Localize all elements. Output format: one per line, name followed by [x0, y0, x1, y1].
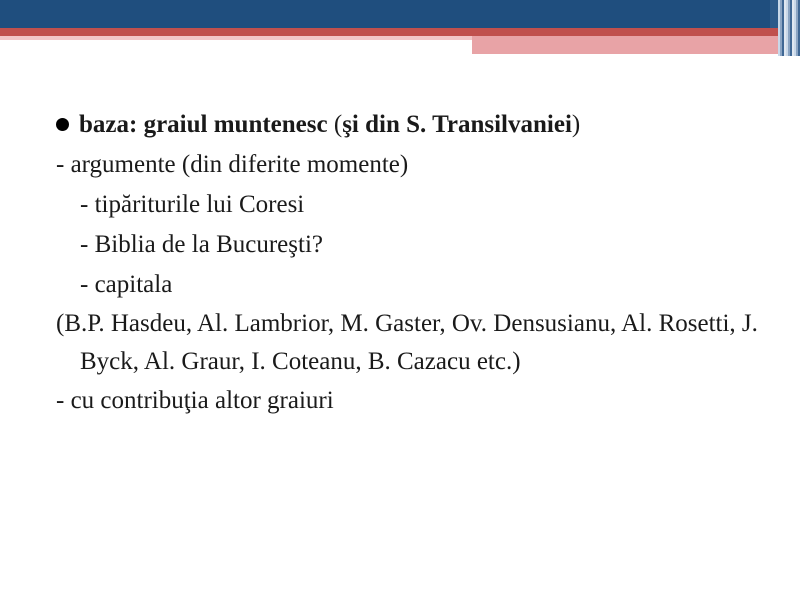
argument-item-biblia: - Biblia de la Bucureşti?: [80, 231, 323, 258]
slide-body: [56, 105, 766, 421]
top-band-edge: [770, 0, 778, 28]
right-decorative-stripes: [778, 0, 800, 56]
argument-item-capitala: - capitala: [80, 271, 173, 298]
contribution-line: - cu contribuţia altor graiuri: [56, 387, 334, 414]
authors-paragraph: (B.P. Hasdeu, Al. Lambrior, M. Gaster, Ov. Densusianu, Al. Rosetti, J. Byck, Al. Graur, I. Coteanu, B. Cazacu etc.): [56, 310, 758, 375]
bullet-dot-icon: [56, 118, 69, 131]
bullet-paren-close: ): [571, 111, 581, 138]
red-accent-line: [0, 28, 778, 36]
argument-item-coresi: - tipăriturile lui Coresi: [80, 191, 305, 218]
arguments-line: - argumente (din diferite momente): [56, 151, 409, 178]
bullet-paren-open: (: [327, 111, 343, 138]
bullet-text-region: şi din S. Transilvaniei: [342, 111, 572, 138]
top-band: [0, 0, 770, 28]
pink-thin-line: [0, 36, 472, 40]
pink-accent-band: [472, 36, 778, 54]
bullet-line: [56, 105, 766, 145]
bullet-text-main: baza: graiul muntenesc: [79, 111, 328, 138]
